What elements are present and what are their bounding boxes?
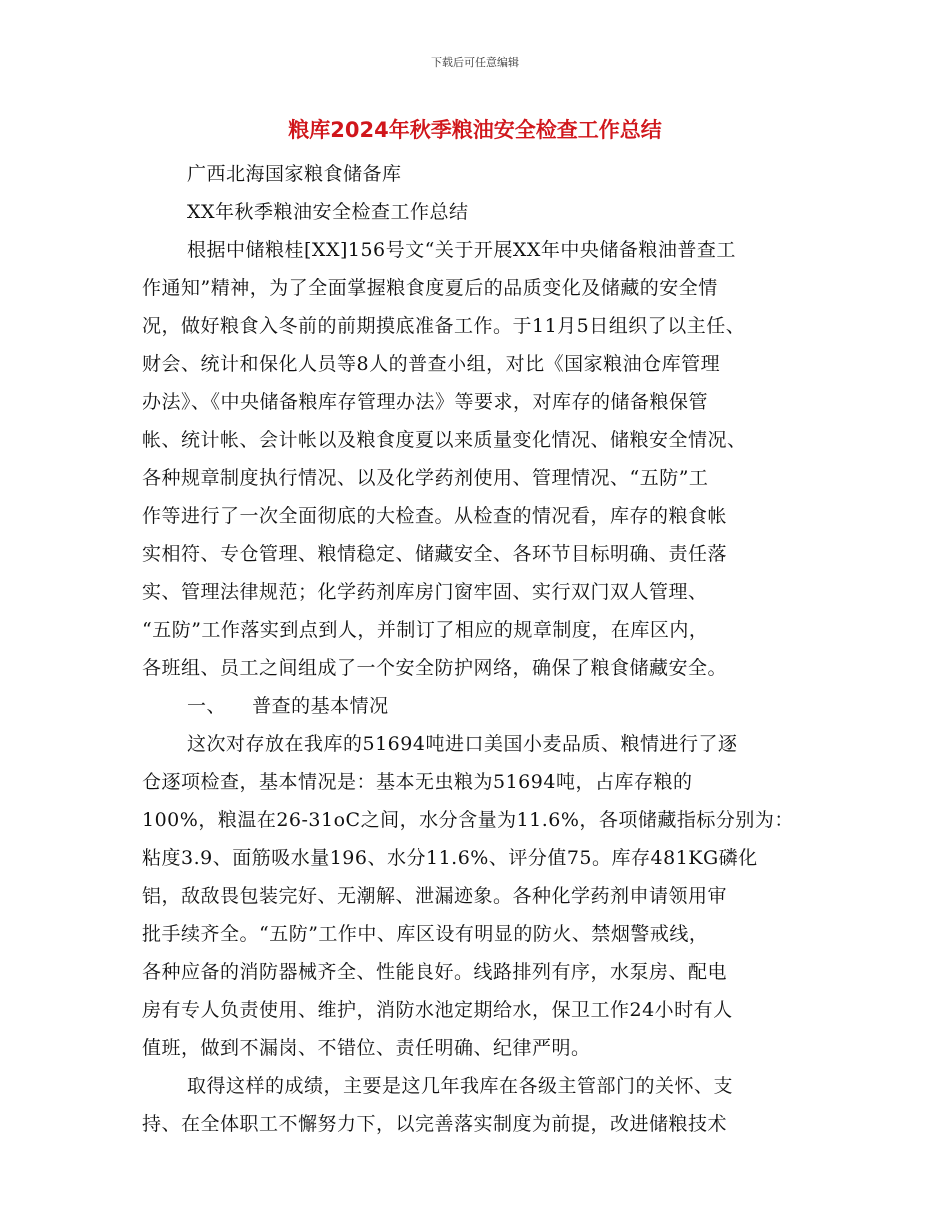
paragraph-line: 作等进行了一次全面彻底的大检查。从检查的情况看，库存的粮食帐 — [142, 505, 728, 527]
paragraph-line: 财会、统计和保化人员等8人的普查小组，对比《国家粮油仓库管理 — [142, 353, 721, 375]
paragraph-line: 这次对存放在我库的51694吨进口美国小麦品质、粮情进行了逐 — [187, 733, 738, 755]
paragraph-line: 实相符、专仓管理、粮情稳定、储藏安全、各环节目标明确、责任落 — [142, 543, 728, 565]
paragraph-line: 取得这样的成绩，主要是这几年我库在各级主管部门的关怀、支 — [187, 1075, 734, 1097]
paragraph-line: 铝，敌敌畏包装完好、无潮解、泄漏迹象。各种化学药剂申请领用审 — [142, 885, 728, 907]
paragraph-line: “五防”工作落实到点到人，并制订了相应的规章制度，在库区内， — [142, 619, 709, 641]
paragraph-line: 100%，粮温在26-31oC之间，水分含量为11.6%，各项储藏指标分别为： — [142, 809, 794, 831]
paragraph-line: 粘度3.9、面筋吸水量196、水分11.6%、评分值75。库存481KG磷化 — [142, 847, 758, 869]
paragraph-line: 各班组、员工之间组成了一个安全防护网络，确保了粮食储藏安全。 — [142, 657, 728, 679]
paragraph-line: 作通知”精神，为了全面掌握粮食度夏后的品质变化及储藏的安全情 — [142, 277, 718, 299]
section-heading: 一、 普查的基本情况 — [187, 695, 389, 717]
paragraph-line: 批手续齐全。“五防”工作中、库区设有明显的防火、禁烟警戒线， — [142, 923, 709, 945]
paragraph-line: 帐、统计帐、会计帐以及粮食度夏以来质量变化情况、储粮安全情况、 — [142, 429, 747, 451]
subtitle-line: XX年秋季粮油安全检查工作总结 — [187, 201, 469, 223]
paragraph-line: 持、在全体职工不懈努力下，以完善落实制度为前提，改进储粮技术 — [142, 1113, 728, 1135]
org-name-line: 广西北海国家粮食储备库 — [187, 163, 402, 185]
paragraph-line: 各种应备的消防器械齐全、性能良好。线路排列有序，水泵房、配电 — [142, 961, 728, 983]
paragraph-line: 仓逐项检查，基本情况是：基本无虫粮为51694吨，占库存粮的 — [142, 771, 693, 793]
paragraph-line: 根据中储粮桂[XX]156号文“关于开展XX年中央储备粮油普查工 — [187, 239, 736, 261]
header-note: 下载后可任意编辑 — [431, 56, 519, 69]
paragraph-line: 各种规章制度执行情况、以及化学药剂使用、管理情况、“五防”工 — [142, 467, 709, 489]
paragraph-line: 实、管理法律规范；化学药剂库房门窗牢固、实行双门双人管理、 — [142, 581, 708, 603]
paragraph-line: 值班，做到不漏岗、不错位、责任明确、纪律严明。 — [142, 1037, 591, 1059]
paragraph-line: 房有专人负责使用、维护，消防水池定期给水，保卫工作24小时有人 — [142, 999, 733, 1021]
paragraph-line: 办法》、《中央储备粮库存管理办法》等要求，对库存的储备粮保管 — [142, 391, 709, 413]
document-title: 粮库2024年秋季粮油安全检查工作总结 — [288, 118, 662, 142]
paragraph-line: 况，做好粮食入冬前的前期摸底准备工作。于11月5日组织了以主任、 — [142, 315, 746, 337]
